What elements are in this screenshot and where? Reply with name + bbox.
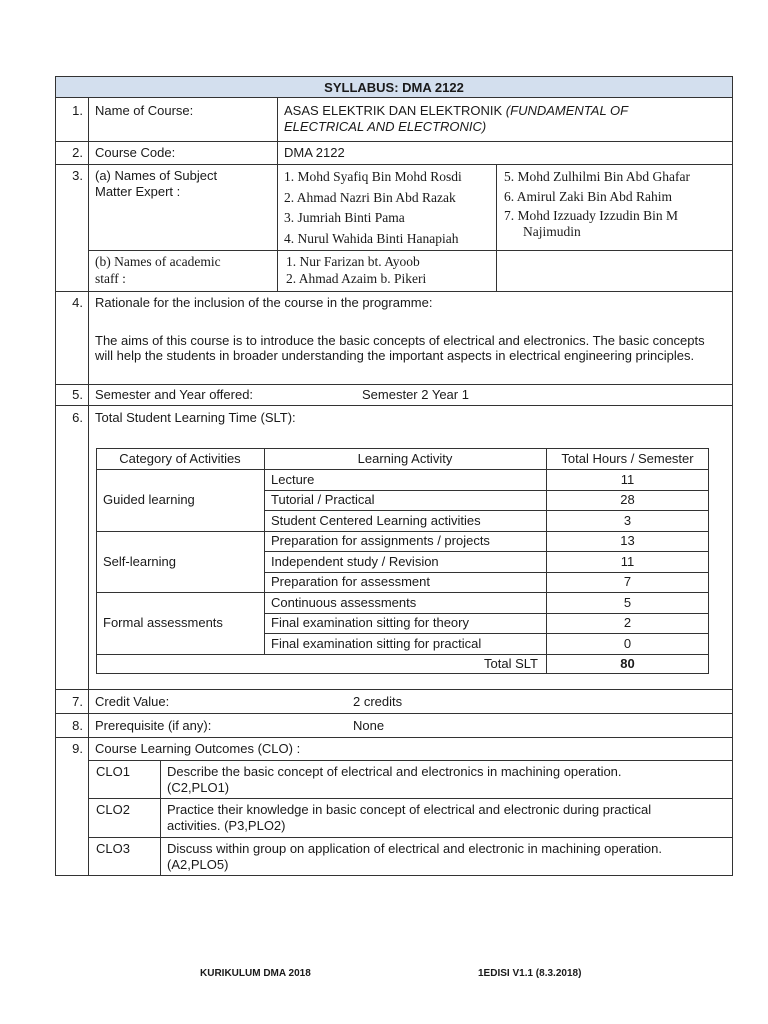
slt-total-value: 80 <box>620 656 635 672</box>
slt-activity-cell: Preparation for assignments / projects <box>271 533 490 549</box>
slt-hours-cell: 11 <box>620 553 635 569</box>
row-number: 7. <box>72 694 83 709</box>
row-divider <box>55 405 733 406</box>
experts-column-divider <box>496 164 497 291</box>
slt-header-cell: Learning Activity <box>357 451 453 466</box>
slt-category-cell: Self-learning <box>103 553 176 569</box>
expert-name: 6. Amirul Zaki Bin Abd Rahim <box>504 189 672 204</box>
row-number: 2. <box>72 145 83 160</box>
course-name-label: Name of Course: <box>95 103 194 118</box>
row-number: 9. <box>72 741 83 756</box>
syllabus-title: SYLLABUS: DMA 2122 <box>55 76 733 98</box>
course-code-value: DMA 2122 <box>284 145 345 160</box>
slt-activity-cell: Final examination sitting for practical <box>271 635 482 651</box>
slt-hours-cell: 11 <box>620 471 635 487</box>
course-name-value <box>284 103 724 135</box>
prerequisite-label: Prerequisite (if any): <box>95 718 212 733</box>
row-divider <box>55 384 733 385</box>
row-number: 5. <box>72 387 83 402</box>
clo-description-line: (C2,PLO1) <box>167 780 230 795</box>
expert-name: 2. Ahmad Nazri Bin Abd Razak <box>284 189 456 205</box>
slt-header-cell: Category of Activities <box>119 451 241 466</box>
staff-name: 2. Ahmad Azaim b. Pikeri <box>286 271 427 286</box>
sme-label-line1: (a) Names of Subject <box>95 168 218 183</box>
slt-hours-cell: 28 <box>620 492 635 508</box>
credit-label: Credit Value: <box>95 694 170 709</box>
slt-hours-cell: 2 <box>623 615 632 631</box>
slt-hours-cell: 3 <box>623 512 632 528</box>
row-divider <box>55 164 733 165</box>
footer-left: KURIKULUM DMA 2018 <box>200 968 311 979</box>
slt-activity-cell: Independent study / Revision <box>271 553 439 569</box>
clo-description <box>167 764 727 796</box>
slt-row-divider <box>264 551 709 552</box>
slt-hours-cell: 13 <box>620 533 635 549</box>
label-value-divider <box>277 98 278 291</box>
academic-staff-label-line2: staff : <box>95 271 126 286</box>
slt-row-divider <box>264 490 709 491</box>
academic-staff-label-line1: (b) Names of academic <box>95 254 221 269</box>
row-divider <box>88 837 733 838</box>
slt-row-divider <box>264 633 709 634</box>
footer-right: 1EDISI V1.1 (8.3.2018) <box>478 968 582 979</box>
slt-header-cell: Total Hours / Semester <box>561 451 694 466</box>
experts-right-list <box>504 167 690 239</box>
expert-name: Najimudin <box>523 224 581 239</box>
slt-category-cell: Guided learning <box>103 492 195 508</box>
credit-value: 2 credits <box>353 694 403 709</box>
experts-left-list <box>284 167 462 249</box>
staff-name: 1. Nur Farizan bt. Ayoob <box>286 254 420 269</box>
row-divider <box>88 760 733 761</box>
outer-bottom-border <box>55 875 733 876</box>
clo-description-line: activities. (P3,PLO2) <box>167 818 286 833</box>
expert-name: 5. Mohd Zulhilmi Bin Abd Ghafar <box>504 169 690 184</box>
expert-name: 3. Jumriah Binti Pama <box>284 210 405 225</box>
rationale-label: Rationale for the inclusion of the course in the programme: <box>95 295 433 310</box>
expert-name: 1. Mohd Syafiq Bin Mohd Rosdi <box>284 169 462 184</box>
expert-name: 7. Mohd Izzuady Izzudin Bin M <box>504 208 678 223</box>
slt-row-divider <box>264 510 709 511</box>
slt-activity-cell: Student Centered Learning activities <box>271 512 481 528</box>
clo-label: Course Learning Outcomes (CLO) : <box>95 741 301 756</box>
slt-label: Total Student Learning Time (SLT): <box>95 410 296 425</box>
row-number: 3. <box>72 168 83 183</box>
rationale-text: The aims of this course is to introduce the basic concepts of electrical and electronics. The basic concepts will help the students in broader understanding the important aspects in electrical engineering principles. <box>95 333 705 363</box>
slt-hours-cell: 0 <box>623 635 632 651</box>
clo-code: CLO2 <box>96 802 130 817</box>
row-number: 4. <box>72 295 83 310</box>
clo-description-line: Discuss within group on application of electrical and electronic in machining operation. <box>167 841 662 856</box>
slt-activity-cell: Final examination sitting for theory <box>271 615 469 631</box>
clo-code-divider <box>160 760 161 876</box>
slt-activity-cell: Preparation for assessment <box>271 574 430 590</box>
row-divider <box>55 737 733 738</box>
row-divider <box>55 689 733 690</box>
clo-description <box>167 841 727 873</box>
slt-row-divider <box>264 613 709 614</box>
semester-value: Semester 2 Year 1 <box>362 387 469 402</box>
prerequisite-value: None <box>353 718 385 733</box>
clo-code: CLO3 <box>96 841 130 856</box>
slt-activity-cell: Lecture <box>271 471 315 487</box>
slt-activity-cell: Tutorial / Practical <box>271 492 375 508</box>
clo-code: CLO1 <box>96 764 130 779</box>
row-divider <box>55 141 733 142</box>
clo-description-line: (A2,PLO5) <box>167 857 229 872</box>
slt-hours-cell: 5 <box>623 594 632 610</box>
slt-row-divider <box>264 572 709 573</box>
course-name-malay: ASAS ELEKTRIK DAN ELEKTRONIK <box>284 103 506 118</box>
row-divider <box>88 798 733 799</box>
slt-category-cell: Formal assessments <box>103 615 223 631</box>
row-number: 6. <box>72 410 83 425</box>
row-divider <box>55 713 733 714</box>
slt-activity-cell: Continuous assessments <box>271 594 417 610</box>
course-name-english-2: ELECTRICAL AND ELECTRONIC) <box>284 119 487 134</box>
academic-staff-label <box>95 253 221 287</box>
row-divider <box>55 291 733 292</box>
clo-description-line: Describe the basic concept of electrical and electronics in machining operation. <box>167 764 622 779</box>
academic-staff-list <box>286 253 426 287</box>
course-code-label: Course Code: <box>95 145 176 160</box>
row-number: 1. <box>72 103 83 118</box>
slt-total-label: Total SLT <box>484 656 538 672</box>
expert-name: 4. Nurul Wahida Binti Hanapiah <box>284 230 459 246</box>
row-divider <box>88 250 733 251</box>
course-name-english-1: (FUNDAMENTAL OF <box>505 103 629 118</box>
clo-description-line: Practice their knowledge in basic concept of electrical and electronic during practical <box>167 802 652 817</box>
sme-label-line2: Matter Expert : <box>95 184 181 199</box>
sme-label <box>95 168 217 200</box>
row-number: 8. <box>72 718 83 733</box>
semester-label: Semester and Year offered: <box>95 387 254 402</box>
slt-hours-cell: 7 <box>623 574 632 590</box>
clo-description <box>167 802 727 834</box>
outer-left-border <box>55 98 56 876</box>
